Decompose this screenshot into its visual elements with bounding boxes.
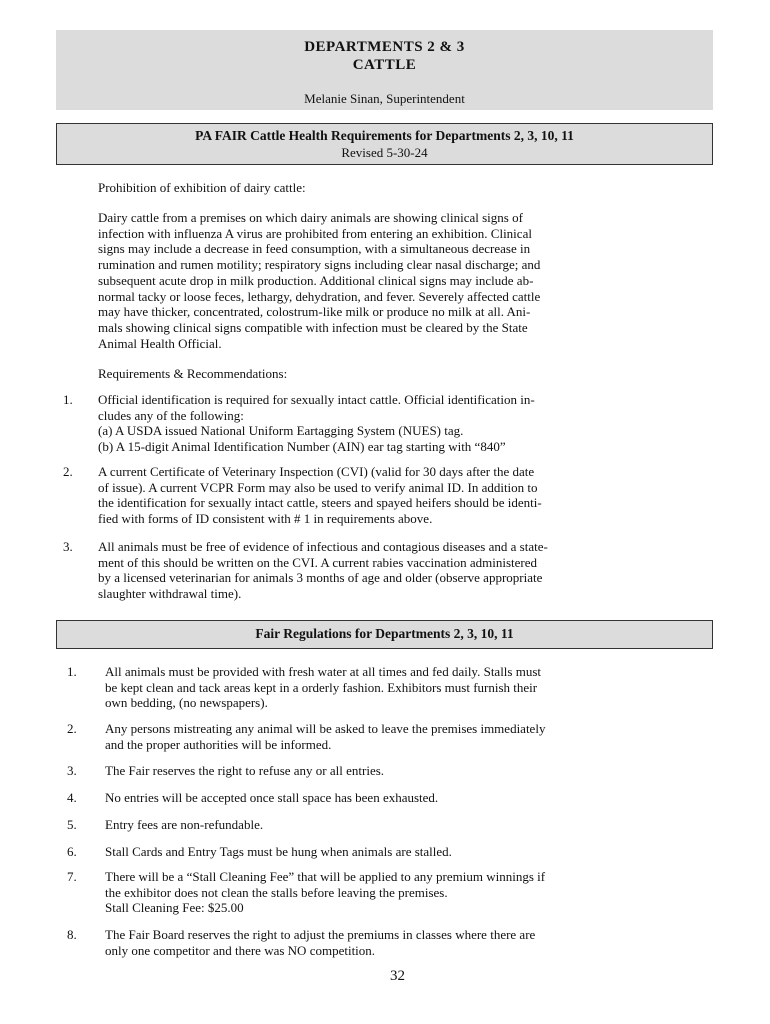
page-number: 32: [390, 968, 405, 984]
text-line: infection with influenza A virus are prohibited from entering an exhibition. Clinical: [98, 225, 532, 241]
item-number: 8.: [67, 927, 77, 942]
text-line: and the proper authorities will be informed.: [105, 736, 332, 752]
text-line: the exhibitor does not clean the stalls before leaving the premises.: [105, 884, 448, 900]
item-text: [105, 869, 705, 916]
fair-regulations-box: [56, 620, 713, 649]
text-line: There will be a “Stall Cleaning Fee” that will be applied to any premium winnings if: [105, 869, 546, 884]
text-line: slaughter withdrawal time).: [98, 586, 242, 602]
text-line: cludes any of the following:: [98, 407, 244, 423]
text-line: fied with forms of ID consistent with # 1 in requirements above.: [98, 511, 433, 527]
item-number: 3.: [63, 539, 73, 554]
item-number: 1.: [63, 392, 73, 407]
text-line: may have thicker, concentrated, colostrum-like milk or produce no milk at all. Ani-: [98, 304, 531, 320]
item-text: [105, 790, 705, 806]
requirements-heading: Requirements & Recommendations:: [98, 366, 288, 381]
text-line: of issue). A current VCPR Form may also be used to verify animal ID. In addition to: [98, 479, 538, 495]
item-number: 7.: [67, 869, 77, 884]
item-text: [105, 927, 705, 958]
text-line: Stall Cleaning Fee: $25.00: [105, 900, 244, 916]
department-subtitle: CATTLE: [352, 57, 417, 73]
text-line: (a) A USDA issued National Uniform Eartagging System (NUES) tag.: [98, 423, 464, 439]
item-number: 1.: [67, 664, 77, 679]
item-number: 4.: [67, 790, 77, 805]
text-line: be kept clean and tack areas kept in a orderly fashion. Exhibitors must furnish their: [105, 679, 538, 695]
text-line: by a licensed veterinarian for animals 3 months of age and older (observe appropriate: [98, 570, 543, 586]
text-line: Entry fees are non-refundable.: [105, 817, 264, 832]
text-line: (b) A 15-digit Animal Identification Number (AIN) ear tag starting with “840”: [98, 439, 506, 455]
department-title: DEPARTMENTS 2 & 3: [304, 39, 465, 55]
text-line: Dairy cattle from a premises on which dairy animals are showing clinical signs of: [98, 210, 523, 225]
item-number: 5.: [67, 817, 77, 832]
fair-regulations-title: Fair Regulations for Departments 2, 3, 10, 11: [255, 626, 514, 641]
text-line: signs may include a decrease in feed consumption, with a simultaneous decrease in: [98, 241, 531, 257]
prohibition-heading: Prohibition of exhibition of dairy cattle:: [98, 180, 306, 195]
text-line: mals showing clinical signs compatible with infection must be cleared by the State: [98, 319, 528, 335]
item-text: [105, 844, 705, 860]
item-number: 3.: [67, 763, 77, 778]
text-line: The Fair Board reserves the right to adjust the premiums in classes where there are: [105, 927, 536, 942]
item-text: [98, 464, 698, 527]
text-line: the identification for sexually intact cattle, steers and spayed heifers should be identi-: [98, 495, 542, 511]
item-text: [105, 763, 705, 779]
item-text: [98, 539, 698, 602]
item-number: 6.: [67, 844, 77, 859]
health-requirements-box: [56, 123, 713, 165]
text-line: Official identification is required for sexually intact cattle. Official identification in-: [98, 392, 535, 407]
text-line: A current Certificate of Veterinary Inspection (CVI) (valid for 30 days after the date: [98, 464, 535, 479]
text-line: own bedding, (no newspapers).: [105, 695, 268, 711]
department-header: [56, 30, 713, 110]
text-line: Any persons mistreating any animal will be asked to leave the premises immediately: [105, 721, 546, 736]
health-requirements-title: PA FAIR Cattle Health Requirements for Departments 2, 3, 10, 11: [195, 128, 574, 143]
item-text: [105, 664, 705, 711]
item-number: 2.: [67, 721, 77, 736]
text-line: The Fair reserves the right to refuse any or all entries.: [105, 763, 385, 778]
item-text: [98, 392, 698, 455]
text-line: ment of this should be written on the CVI. A current rabies vaccination administered: [98, 554, 538, 570]
text-line: No entries will be accepted once stall space has been exhausted.: [105, 790, 439, 805]
superintendent-name: Melanie Sinan, Superintendent: [304, 91, 465, 106]
text-line: All animals must be provided with fresh water at all times and fed daily. Stalls must: [105, 664, 542, 679]
item-text: [105, 817, 705, 833]
text-line: Stall Cards and Entry Tags must be hung when animals are stalled.: [105, 844, 452, 859]
revised-date: Revised 5-30-24: [341, 145, 428, 160]
text-line: normal tacky or loose feces, lethargy, dehydration, and fever. Severely affected cattle: [98, 288, 541, 304]
text-line: Animal Health Official.: [98, 335, 222, 351]
prohibition-text: [98, 210, 698, 351]
item-number: 2.: [63, 464, 73, 479]
text-line: rumination and rumen motility; respiratory signs including clear nasal discharge; and: [98, 257, 541, 273]
text-line: only one competitor and there was NO competition.: [105, 942, 376, 958]
text-line: subsequent acute drop in milk production. Additional clinical signs may include ab-: [98, 272, 534, 288]
item-text: [105, 721, 705, 752]
text-line: All animals must be free of evidence of infectious and contagious diseases and a state-: [98, 539, 548, 554]
